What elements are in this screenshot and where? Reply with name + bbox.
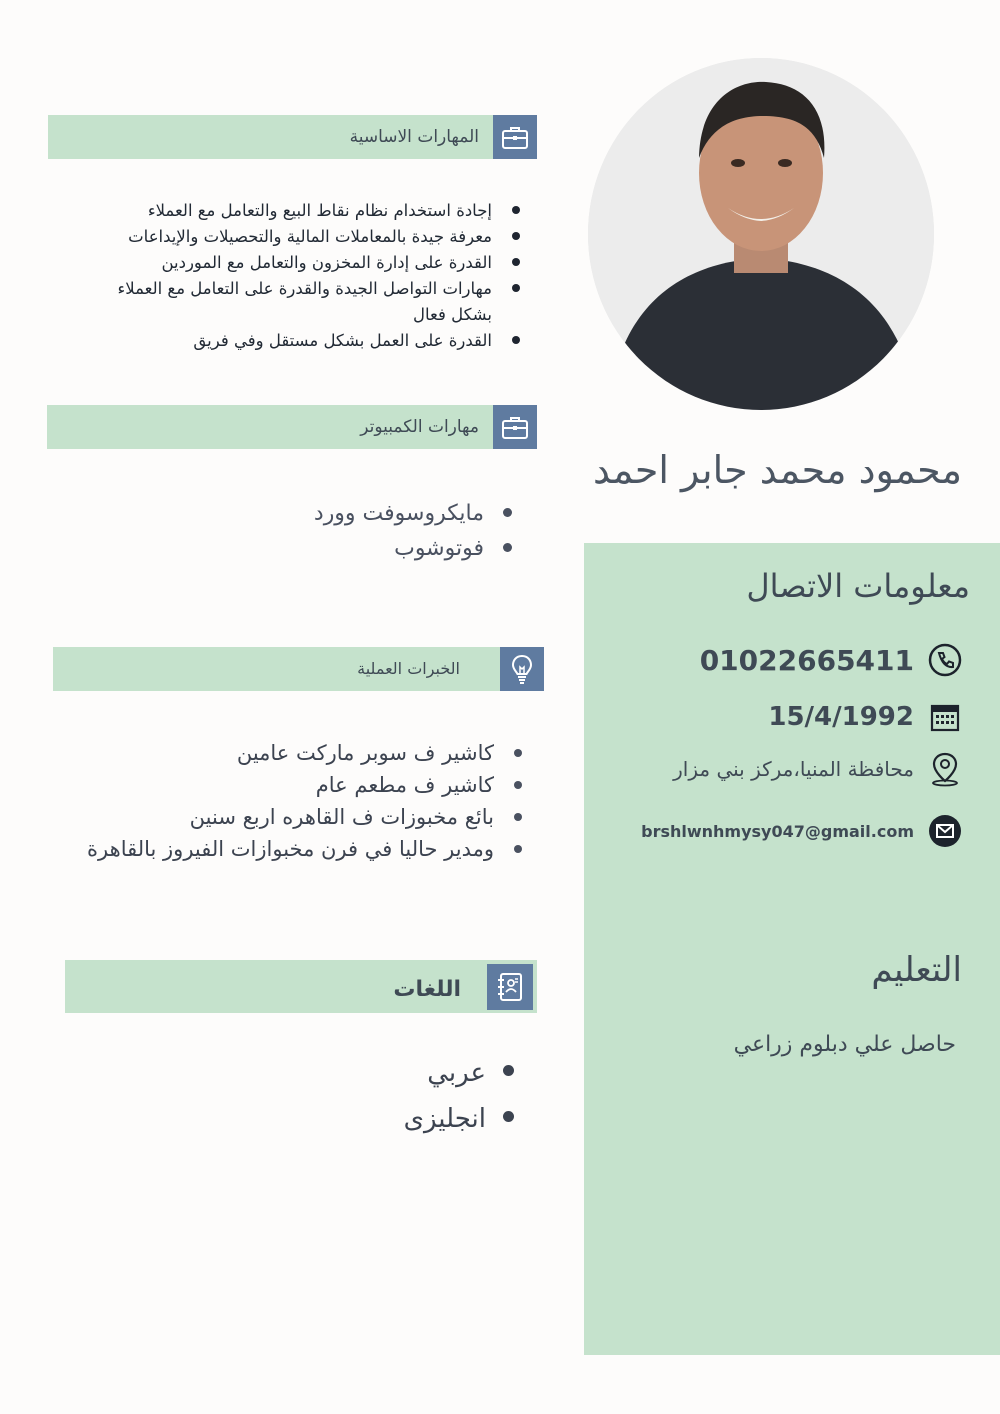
contact-email[interactable]: brshlwnhmysy047@gmail.com (641, 821, 914, 841)
contact-phone[interactable]: 01022665411 (699, 643, 914, 677)
list-item: انجليزى (340, 1096, 522, 1142)
address-book-icon (487, 964, 533, 1010)
list-item: مهارات التواصل الجيدة والقدرة على التعامل مع العملاء بشكل فعال (80, 276, 528, 328)
list-item: مايكروسوفت وورد (250, 496, 520, 531)
envelope-icon (928, 814, 962, 848)
core-skills-title: المهارات الاساسية (349, 127, 479, 147)
contact-address-row (673, 752, 962, 786)
core-skills-header (48, 115, 537, 159)
experience-list (30, 737, 530, 865)
experience-header (53, 647, 544, 691)
phone-icon (928, 643, 962, 677)
person-photo-illustration (588, 58, 934, 410)
contact-phone-row (700, 643, 962, 677)
list-item: عربي (340, 1050, 522, 1096)
briefcase-icon (493, 115, 537, 159)
core-skills-list (80, 198, 528, 354)
contact-address: محافظة المنيا،مركز بني مزار (673, 757, 914, 781)
list-item: معرفة جيدة بالمعاملات المالية والتحصيلات والإيداعات (80, 224, 528, 250)
contact-birthdate: 15/4/1992 (768, 702, 914, 732)
contact-title: معلومات الاتصال (746, 567, 970, 605)
experience-title: الخبرات العملية (357, 659, 460, 678)
list-item: القدرة على إدارة المخزون والتعامل مع الموردين (80, 250, 528, 276)
education-title: التعليم (871, 950, 962, 990)
list-item: كاشير ف مطعم عام (30, 769, 530, 801)
list-item: ومدير حاليا في فرن مخبوازات الفيروز بالقاهرة (30, 833, 530, 865)
computer-skills-title: مهارات الكمبيوتر (360, 417, 479, 437)
contact-email-row (641, 814, 962, 848)
list-item: إجادة استخدام نظام نقاط البيع والتعامل مع العملاء (80, 198, 528, 224)
languages-header (65, 960, 537, 1013)
list-item: القدرة على العمل بشكل مستقل وفي فريق (80, 328, 528, 354)
languages-list (340, 1050, 522, 1142)
list-item: كاشير ف سوبر ماركت عامين (30, 737, 530, 769)
profile-photo (588, 58, 934, 410)
person-name: محمود محمد جابر احمد (592, 448, 962, 492)
education-text: حاصل علي دبلوم زراعي (733, 1032, 956, 1057)
calendar-icon (928, 700, 962, 734)
list-item: فوتوشوب (250, 531, 520, 566)
computer-skills-list (250, 496, 520, 566)
briefcase-icon (493, 405, 537, 449)
contact-birthdate-row (768, 700, 962, 734)
computer-skills-header (47, 405, 537, 449)
location-pin-icon (928, 752, 962, 786)
list-item: بائع مخبوزات ف القاهره اربع سنين (30, 801, 530, 833)
lightbulb-icon (500, 647, 544, 691)
languages-title: اللغات (393, 977, 461, 1002)
